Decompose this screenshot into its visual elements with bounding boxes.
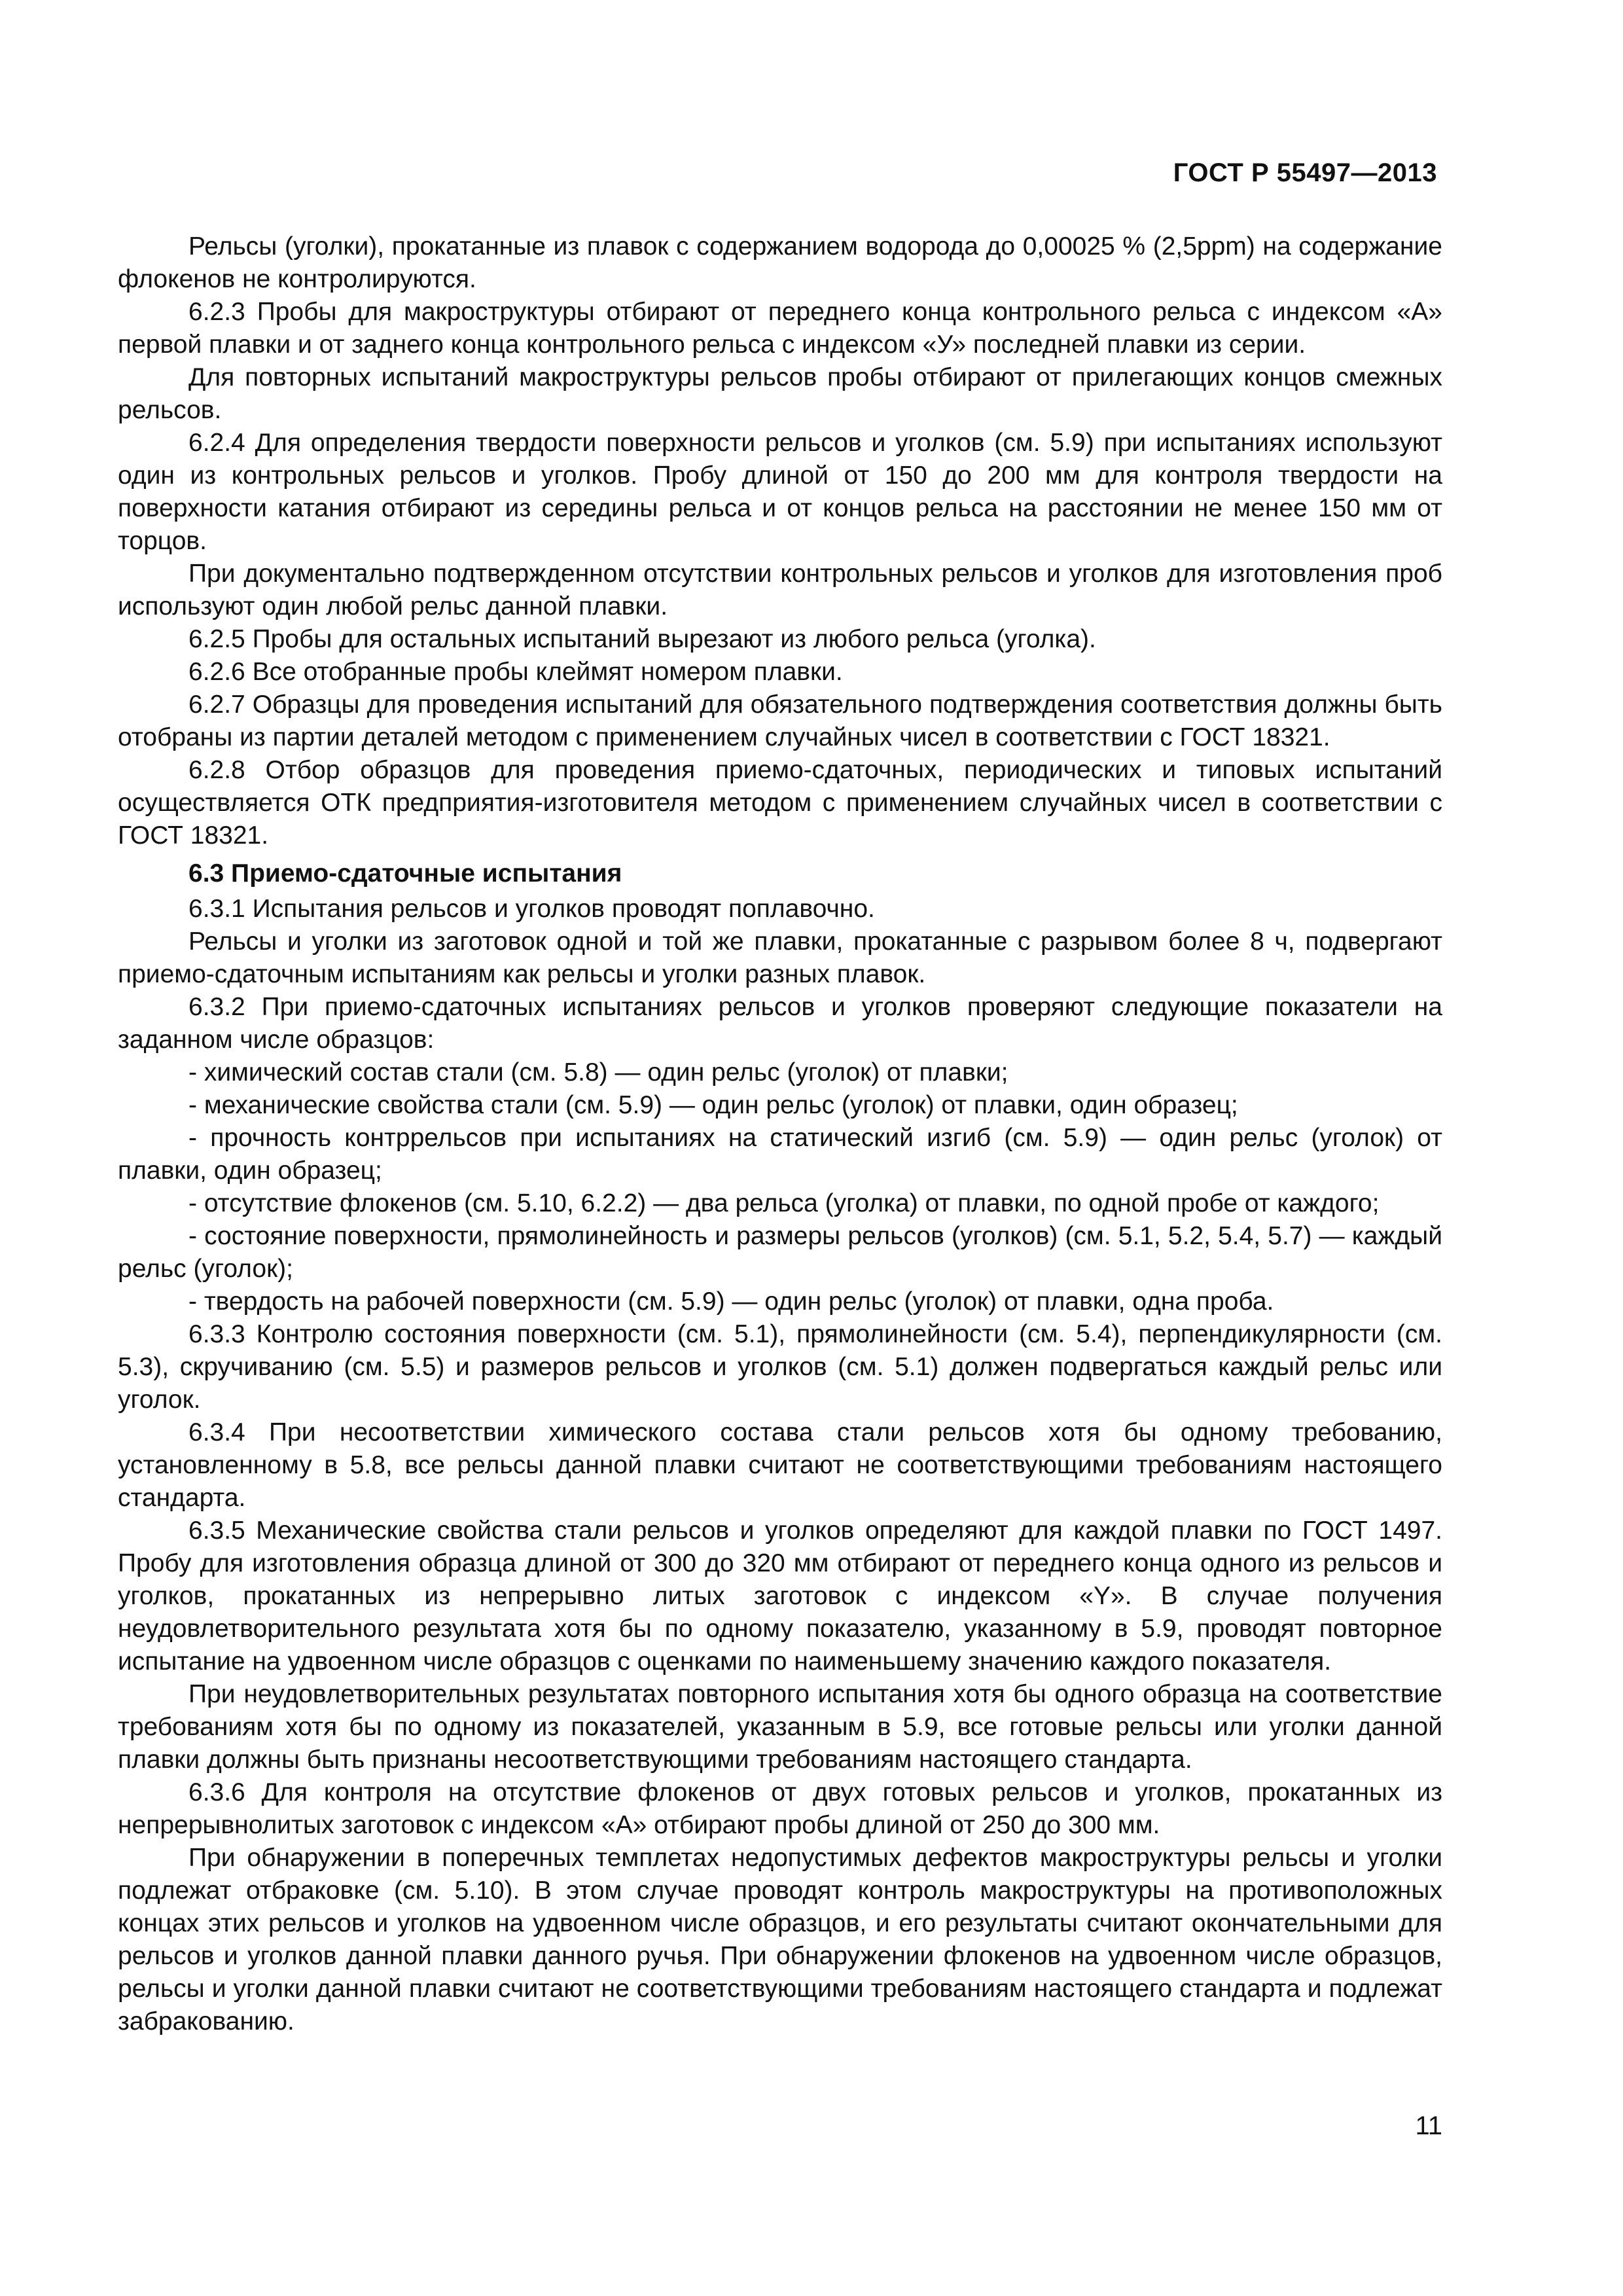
paragraph: 6.3.6 Для контроля на отсутствие флокенов от двух готовых рельсов и уголков, прокатанных из непрерывнолитых заготовок с индексом «А» отбирают пробы длиной от 250 до 300 мм. (118, 1778, 1442, 1839)
list-item: - твердость на рабочей поверхности (см. 5.9) — один рельс (уголок) от плавки, одна проба. (188, 1287, 1274, 1316)
list-item: - механические свойства стали (см. 5.9) — один рельс (уголок) от плавки, один образец; (188, 1091, 1238, 1119)
paragraph: 6.2.8 Отбор образцов для проведения приемо-сдаточных, периодических и типовых испытаний осуществляется ОТК предприятия-изготовителя методом с применением случайных чисел в соответствии с ГОСТ 18321. (118, 756, 1442, 850)
paragraph: 6.3.5 Механические свойства стали рельсов и уголков определяют для каждой плавки по ГОСТ 1497. Пробу для изготовления образца длиной от 300 до 320 мм отбирают от переднего конца одного из рельсов и уголков, прокатанных из непрерывно литых заготовок с индексом «Y». В случае получения неудовлетворительного результата хотя бы по одному показателю, указанному в 5.9, проводят повторное испытание на удвоенном числе образцов с оценками по наименьшему значению каждого показателя. (118, 1516, 1442, 1676)
paragraph: 6.2.5 Пробы для остальных испытаний вырезают из любого рельса (уголка). (188, 625, 1096, 653)
document-body (118, 230, 1442, 2038)
list-item: - состояние поверхности, прямолинейность и размеры рельсов (уголков) (см. 5.1, 5.2, 5.4, 5.7) — каждый рельс (уголок); (118, 1222, 1442, 1283)
list-item: - химический состав стали (см. 5.8) — один рельс (уголок) от плавки; (188, 1058, 1008, 1086)
paragraph: При документально подтвержденном отсутствии контрольных рельсов и уголков для изготовления проб используют один любой рельс данной плавки. (118, 560, 1442, 620)
paragraph: При обнаружении в поперечных темплетах недопустимых дефектов макроструктуры рельсы и уголки подлежат отбраковке (см. 5.10). В этом случае проводят контроль макроструктуры на противоположных концах этих рельсов и уголков на удвоенном числе образцов, и его результаты считают окончательными для рельсов и уголков данной плавки данного ручья. При обнаружении флокенов на удвоенном числе образцов, рельсы и уголки данной плавки считают не соответствующими требованиям настоящего стандарта и подлежат забракованию. (118, 1844, 1442, 2036)
paragraph: 6.2.4 Для определения твердости поверхности рельсов и уголков (см. 5.9) при испытаниях используют один из контрольных рельсов и уголков. Пробу длиной от 150 до 200 мм для контроля твердости на поверхности катания отбирают из середины рельса и от концов рельса на расстоянии не менее 150 мм от торцов. (118, 429, 1442, 555)
paragraph: При неудовлетворительных результатах повторного испытания хотя бы одного образца на соответствие требованиям хотя бы по одному из показателей, указанным в 5.9, все готовые рельсы или уголки данной плавки должны быть признаны несоответствующими требованиям настоящего стандарта. (118, 1680, 1442, 1774)
paragraph: Рельсы и уголки из заготовок одной и той же плавки, прокатанные с разрывом более 8 ч, подвергают приемо-сдаточным испытаниям как рельсы и уголки разных плавок. (118, 927, 1442, 988)
paragraph: Рельсы (уголки), прокатанные из плавок с содержанием водорода до 0,00025 % (2,5ppm) на содержание флокенов не контролируются. (118, 232, 1442, 293)
list-item: - отсутствие флокенов (см. 5.10, 6.2.2) — два рельса (уголка) от плавки, по одной пробе от каждого; (188, 1189, 1380, 1217)
paragraph: 6.3.4 При несоответствии химического состава стали рельсов хотя бы одному требованию, установленному в 5.8, все рельсы данной плавки считают не соответствующими требованиям настоящего стандарта. (118, 1418, 1442, 1512)
paragraph: 6.3.1 Испытания рельсов и уголков проводят поплавочно. (188, 895, 875, 923)
page-number: 11 (1415, 2111, 1442, 2140)
paragraph: 6.3.3 Контролю состояния поверхности (см. 5.1), прямолинейности (см. 5.4), перпендикулярности (см. 5.3), скручиванию (см. 5.5) и размеров рельсов и уголков (см. 5.1) должен подвергаться каждый рельс или уголок. (118, 1320, 1442, 1414)
list-item: - прочность контррельсов при испытаниях на статический изгиб (см. 5.9) — один рельс (уголок) от плавки, один образец; (118, 1124, 1442, 1185)
paragraph: 6.2.6 Все отобранные пробы клеймят номером плавки. (188, 658, 843, 686)
paragraph: Для повторных испытаний макроструктуры рельсов пробы отбирают от прилегающих концов смежных рельсов. (118, 363, 1442, 424)
standard-header: ГОСТ Р 55497—2013 (1173, 158, 1437, 187)
paragraph: 6.3.2 При приемо-сдаточных испытаниях рельсов и уголков проверяют следующие показатели на заданном числе образцов: (118, 993, 1442, 1054)
paragraph: 6.2.3 Пробы для макроструктуры отбирают от переднего конца контрольного рельса с индексом «А» первой плавки и от заднего конца контрольного рельса с индексом «У» последней плавки из серии. (118, 298, 1442, 359)
section-heading: 6.3 Приемо-сдаточные испытания (188, 859, 622, 888)
paragraph: 6.2.7 Образцы для проведения испытаний для обязательного подтверждения соответствия должны быть отобраны из партии деталей методом с применением случайных чисел в соответствии с ГОСТ 18321. (118, 691, 1442, 751)
